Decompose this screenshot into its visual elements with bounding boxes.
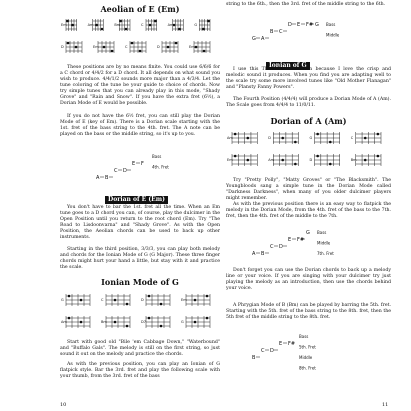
chord-name-label: Em bbox=[93, 45, 99, 49]
tab-string-label: 7th. Fret bbox=[317, 251, 334, 256]
para-3: You don't have to bar the 1st. fret all the time. When an Em tune goes to a D chord you can, of course, play the dulcimer in the Open Position until you return to the root chord (Em). Try "The Road to Lisdoonvarna" and "Shady Grove". As with the Open Position, the Aeolian chords can be used to back up other instruments. bbox=[60, 205, 220, 240]
finger-dot bbox=[160, 303, 163, 306]
tab-note: B bbox=[270, 29, 274, 35]
finger-dot bbox=[114, 299, 117, 302]
chord-name-label: G bbox=[309, 136, 313, 140]
finger-dot bbox=[377, 133, 380, 136]
para-10: As with the previous position there is an easy way to flatpick the melody in the Dorian Mode, from the 4th. fret of the bass to the 7th. fret, then the 4th. fret of the middle to the 7th. bbox=[226, 202, 391, 219]
finger-dot bbox=[203, 50, 206, 53]
para-4: Starting in the third position, 3/3/3, you can play both melody and chords for the Ionian Mode of G (G Major). These three finger chords might hurt your hand a little, but stay with it and practice the scale. bbox=[60, 247, 220, 270]
chord-name-label: Bm bbox=[114, 23, 121, 27]
para-5: Start with good old "Bile 'em Cabbage Down," "Waterbound" and "Buffalo Gals". The melody is still on the first string, so just sound it out on the melody and practice the chords. bbox=[60, 340, 220, 357]
chord-name-label: Am bbox=[268, 158, 275, 162]
tab-string-label: Bass bbox=[326, 22, 336, 27]
tab-string-label: Bass bbox=[152, 154, 162, 159]
chord-name-label: C bbox=[101, 298, 104, 302]
caption-dorian-e: Dorian of E (Em) bbox=[105, 186, 168, 205]
chord-name-label: Am bbox=[167, 23, 174, 27]
chord-name-label: D bbox=[61, 45, 64, 49]
finger-dot bbox=[80, 299, 83, 302]
chord-name-label: C bbox=[125, 45, 128, 49]
tab-note: C bbox=[114, 168, 118, 174]
finger-dot bbox=[202, 28, 205, 31]
tab-note: F# bbox=[297, 237, 305, 243]
finger-dot bbox=[66, 20, 69, 23]
tab-note: A bbox=[96, 175, 100, 181]
finger-dot bbox=[364, 137, 367, 140]
tab-note: F# bbox=[288, 341, 296, 347]
tab-note: A bbox=[252, 251, 256, 257]
para-7: I use this Third Position often because I love the crisp and melodic sound it produces. When you find you are adapting well to the scale try some more involved tunes like "Old Mother Flanagan" and "Plansty Fanny Powers". bbox=[226, 67, 391, 90]
finger-dot bbox=[126, 303, 129, 306]
finger-dot bbox=[195, 46, 198, 49]
para-9: Try "Pretty Polly", "Matty Groves" or "The Blacksmith". The Youngbloods sang a simple tune in the Dorian Mode called "Darkness Darkness", when many of you older dulcimer players might remember. bbox=[226, 178, 391, 201]
finger-dot bbox=[329, 163, 332, 166]
finger-dot bbox=[67, 42, 70, 45]
finger-dot bbox=[316, 155, 319, 158]
finger-dot bbox=[294, 163, 297, 166]
chord-name-label: Em bbox=[181, 298, 187, 302]
finger-dot bbox=[101, 28, 104, 31]
tab-string-label: Bass bbox=[299, 334, 309, 339]
caption-ionian-g: Ionian of G bbox=[266, 52, 310, 71]
para-top: string to the 6th., then the 3rd. fret of the middle string to the 6th. bbox=[226, 2, 386, 7]
para-1: These positions are by no means finite. You could use 6/6/6 for a C chord or 4/4/2 for a D chord. It all depends on what sound you wish to produce. 4/4/1/2 sounds more major than a 4/3/4. Let the tune coloring of the tune be your guide to choice of chords. Now try simple tunes that you can already play in this mode, "Shady Grove" and "Rain and Snow". If you have the extra fret (6½), a Dorian Mode of E would be possible. bbox=[60, 65, 220, 106]
chord-name-label: Em bbox=[189, 45, 195, 49]
chord-name-label: D bbox=[141, 298, 144, 302]
finger-dot bbox=[234, 155, 237, 158]
chord-name-label: G bbox=[61, 298, 64, 302]
tab-phrygian-b bbox=[246, 330, 386, 371]
finger-dot bbox=[178, 28, 181, 31]
page-number-left: 10 bbox=[60, 402, 67, 408]
chord-name-label: D7 bbox=[141, 320, 146, 324]
chord-name-label: D bbox=[268, 136, 271, 140]
para-2: If you do not have the 6½ fret, you can still play the Dorian Mode of E (key of Em). There is a Dorian scale starting with the 1st. fret of the bass string to the 4th. fret. The A note can be played on the bass or the middle string, so it's up to you. bbox=[60, 114, 220, 137]
para-11: Don't forget you can use the Dorian chords to back up a melody line or your voice. If you are singing with your dulcimer try just playing the melody as an introduction, then use the chords behind your voice. bbox=[226, 268, 391, 291]
finger-dot bbox=[294, 141, 297, 144]
finger-dot bbox=[206, 295, 209, 298]
tab-string-label: 8th. Fret bbox=[299, 365, 316, 371]
finger-dot bbox=[95, 24, 98, 27]
tab-string-label: 4th. Fret bbox=[152, 164, 169, 170]
finger-dot bbox=[149, 24, 152, 27]
heading-aeolian-e: Aeolian of E (Em) bbox=[100, 4, 180, 14]
finger-dot bbox=[111, 50, 114, 53]
tab-note: G bbox=[252, 36, 256, 42]
finger-dot bbox=[281, 159, 284, 162]
finger-dot bbox=[103, 46, 106, 49]
finger-dot bbox=[206, 317, 209, 320]
tab-ionian-g bbox=[246, 18, 366, 52]
tab-note: E bbox=[297, 22, 301, 28]
tab-note: G bbox=[306, 230, 310, 236]
page-number-right: 11 bbox=[382, 402, 389, 408]
tab-string-label: 5th. Fret bbox=[299, 344, 316, 350]
finger-dot bbox=[71, 24, 74, 27]
finger-dot bbox=[114, 321, 117, 324]
heading-dorian-a: Dorian of A (Am) bbox=[270, 116, 347, 126]
chord-name-label: Bm bbox=[350, 158, 357, 162]
tab-note: E bbox=[279, 341, 283, 347]
finger-dot bbox=[154, 20, 157, 23]
chord-name-label: G bbox=[194, 23, 198, 27]
tab-string-label: Middle bbox=[317, 240, 331, 246]
finger-dot bbox=[148, 317, 151, 320]
finger-dot bbox=[246, 137, 249, 140]
heading-ionian-g: Ionian Mode of G bbox=[101, 277, 179, 287]
tab-dorian-a bbox=[246, 226, 386, 262]
finger-dot bbox=[68, 317, 71, 320]
tab-string-label: Middle bbox=[299, 355, 313, 360]
tab-note: E bbox=[288, 237, 292, 243]
finger-dot bbox=[125, 28, 128, 31]
tab-note: D bbox=[270, 348, 274, 354]
finger-dot bbox=[364, 159, 367, 162]
chord-name-label: C bbox=[350, 136, 354, 140]
chord-grid-ionian bbox=[60, 290, 220, 334]
tab-note: C bbox=[270, 244, 274, 250]
chord-grid-dorian-a bbox=[226, 128, 391, 172]
tab-dorian-e bbox=[90, 150, 200, 184]
finger-dot bbox=[246, 159, 249, 162]
finger-dot bbox=[194, 299, 197, 302]
tab-note: A bbox=[261, 36, 265, 42]
tab-note: C bbox=[279, 29, 283, 35]
finger-dot bbox=[131, 42, 134, 45]
finger-dot bbox=[234, 133, 237, 136]
finger-dot bbox=[148, 295, 151, 298]
finger-dot bbox=[80, 321, 83, 324]
finger-dot bbox=[160, 325, 163, 328]
finger-dot bbox=[126, 325, 129, 328]
finger-dot bbox=[377, 155, 380, 158]
tab-string-label: Bass bbox=[317, 230, 327, 235]
chord-name-label: Em bbox=[227, 158, 233, 162]
chord-name-label: D bbox=[309, 158, 313, 162]
chord-name-label: Am bbox=[87, 23, 94, 27]
tab-note: B bbox=[252, 355, 256, 361]
tab-note: G bbox=[315, 22, 319, 28]
finger-dot bbox=[68, 295, 71, 298]
finger-dot bbox=[75, 46, 78, 49]
chord-grid-aeolian bbox=[60, 15, 220, 59]
chord-name-label: Bm bbox=[101, 320, 107, 324]
chord-name-label: D bbox=[157, 45, 160, 49]
finger-dot bbox=[175, 42, 178, 45]
tab-note: B bbox=[105, 175, 109, 181]
finger-dot bbox=[119, 20, 122, 23]
chord-name-label: C bbox=[141, 23, 144, 27]
tab-note: D bbox=[279, 244, 283, 250]
tab-note: D bbox=[288, 22, 292, 28]
finger-dot bbox=[329, 141, 332, 144]
chord-name-label: Am bbox=[61, 320, 67, 324]
para-12: A Phrygian Mode of B (Bm) can be played by barring the 5th. fret. Starting with the 5th. fret of the bass string to the 8th. fret, then the 5th fret of the middle string to the 8th. fret. bbox=[226, 303, 391, 320]
tab-note: B bbox=[261, 251, 265, 257]
finger-dot bbox=[167, 46, 170, 49]
tab-note: E bbox=[132, 161, 136, 167]
chord-name-label: G bbox=[181, 320, 184, 324]
tab-note: D bbox=[123, 168, 127, 174]
tab-note: C bbox=[261, 348, 265, 354]
chord-name-label: Em bbox=[61, 23, 67, 27]
tab-note: F bbox=[141, 161, 144, 167]
finger-dot bbox=[194, 321, 197, 324]
finger-dot bbox=[281, 137, 284, 140]
finger-dot bbox=[316, 133, 319, 136]
finger-dot bbox=[207, 20, 210, 23]
para-8: The Fourth Position (4/4/4) will produce a Dorian Mode of A (Am). The Scale goes from 4/4/4 to 11/0/11. bbox=[226, 97, 391, 108]
para-6: As with the previous position, you can play an Ionian of G flatpick style. Bar the 3rd. fret and play the following scale with your thumb, from the 3rd. fret of the bass bbox=[60, 362, 220, 379]
tab-string-label: Middle bbox=[326, 32, 340, 38]
finger-dot bbox=[139, 50, 142, 53]
chord-name-label: Am bbox=[227, 136, 233, 140]
tab-note: F# bbox=[306, 22, 314, 28]
